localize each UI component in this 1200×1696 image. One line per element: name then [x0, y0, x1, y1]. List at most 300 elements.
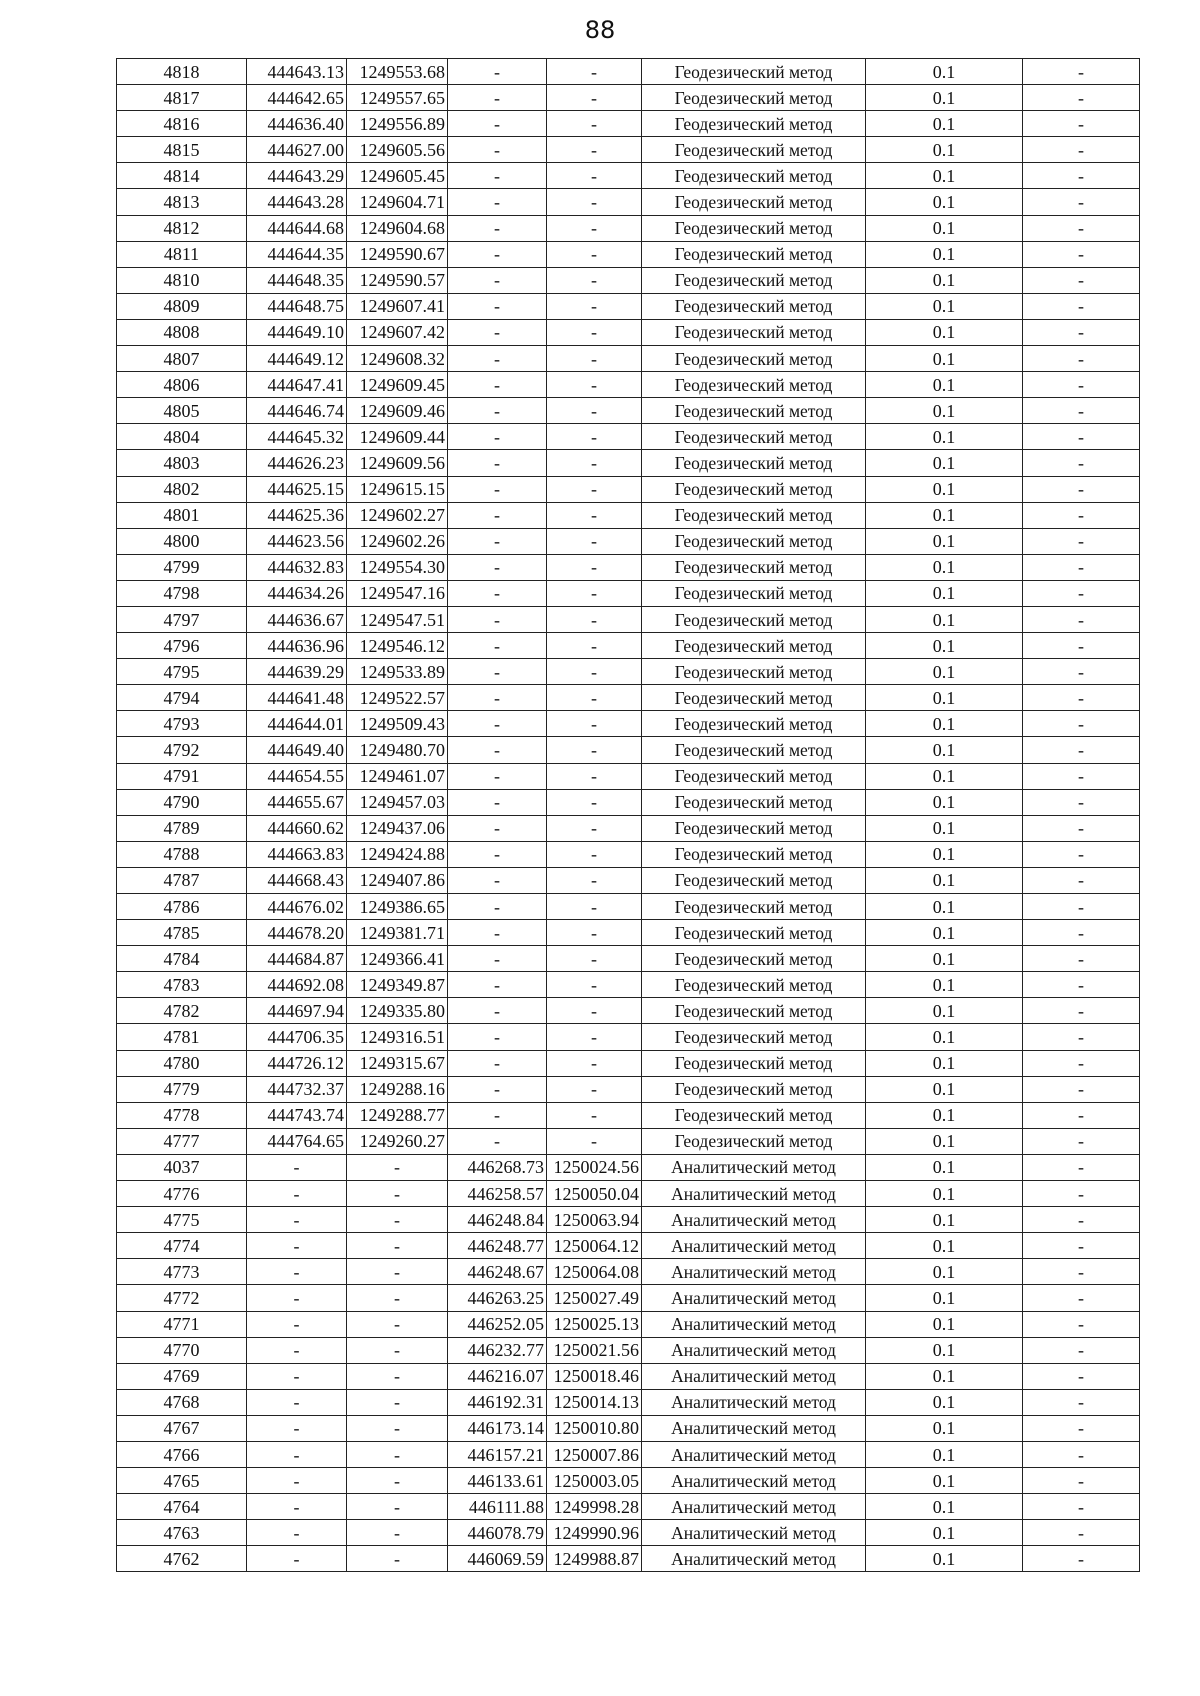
note-cell: - — [1023, 267, 1140, 293]
x-existing-cell: 444625.15 — [247, 476, 347, 502]
y-existing-cell: 1249553.68 — [347, 59, 448, 85]
method-cell: Геодезический метод — [642, 633, 866, 659]
point-number-cell: 4037 — [117, 1154, 247, 1180]
accuracy-cell: 0.1 — [866, 450, 1023, 476]
y-existing-cell: 1249604.68 — [347, 215, 448, 241]
table-row — [117, 867, 1140, 893]
method-cell: Геодезический метод — [642, 319, 866, 345]
method-cell: Аналитический метод — [642, 1494, 866, 1520]
note-cell: - — [1023, 1494, 1140, 1520]
y-existing-cell: 1249607.41 — [347, 293, 448, 319]
x-existing-cell: - — [247, 1415, 347, 1441]
accuracy-cell: 0.1 — [866, 111, 1023, 137]
accuracy-cell: 0.1 — [866, 1128, 1023, 1154]
x-new-cell: - — [448, 685, 547, 711]
y-new-cell: - — [547, 920, 642, 946]
point-number-cell: 4770 — [117, 1337, 247, 1363]
x-existing-cell: 444643.29 — [247, 163, 347, 189]
y-existing-cell: - — [347, 1259, 448, 1285]
table-row — [117, 1076, 1140, 1102]
table-row — [117, 998, 1140, 1024]
x-new-cell: 446248.84 — [448, 1207, 547, 1233]
x-new-cell: - — [448, 1076, 547, 1102]
y-existing-cell: 1249609.56 — [347, 450, 448, 476]
table-row — [117, 711, 1140, 737]
y-new-cell: - — [547, 998, 642, 1024]
y-new-cell: - — [547, 841, 642, 867]
y-new-cell: - — [547, 372, 642, 398]
x-existing-cell: 444706.35 — [247, 1024, 347, 1050]
table-row — [117, 1024, 1140, 1050]
y-existing-cell: 1249461.07 — [347, 763, 448, 789]
point-number-cell: 4805 — [117, 398, 247, 424]
x-new-cell: - — [448, 894, 547, 920]
x-existing-cell: - — [247, 1181, 347, 1207]
point-number-cell: 4796 — [117, 633, 247, 659]
y-existing-cell: 1249316.51 — [347, 1024, 448, 1050]
y-existing-cell: 1249608.32 — [347, 346, 448, 372]
accuracy-cell: 0.1 — [866, 920, 1023, 946]
x-existing-cell: 444678.20 — [247, 920, 347, 946]
x-existing-cell: 444646.74 — [247, 398, 347, 424]
accuracy-cell: 0.1 — [866, 267, 1023, 293]
y-new-cell: - — [547, 85, 642, 111]
point-number-cell: 4780 — [117, 1050, 247, 1076]
method-cell: Аналитический метод — [642, 1337, 866, 1363]
note-cell: - — [1023, 137, 1140, 163]
accuracy-cell: 0.1 — [866, 1050, 1023, 1076]
table-row — [117, 554, 1140, 580]
y-new-cell: - — [547, 137, 642, 163]
x-existing-cell: 444647.41 — [247, 372, 347, 398]
x-new-cell: 446173.14 — [448, 1415, 547, 1441]
point-number-cell: 4795 — [117, 659, 247, 685]
note-cell: - — [1023, 59, 1140, 85]
table-row — [117, 1154, 1140, 1180]
y-existing-cell: - — [347, 1546, 448, 1572]
x-new-cell: - — [448, 85, 547, 111]
method-cell: Геодезический метод — [642, 372, 866, 398]
x-existing-cell: 444684.87 — [247, 946, 347, 972]
y-existing-cell: 1249315.67 — [347, 1050, 448, 1076]
note-cell: - — [1023, 711, 1140, 737]
table-row — [117, 580, 1140, 606]
x-new-cell: - — [448, 711, 547, 737]
table-row — [117, 972, 1140, 998]
point-number-cell: 4793 — [117, 711, 247, 737]
accuracy-cell: 0.1 — [866, 293, 1023, 319]
accuracy-cell: 0.1 — [866, 502, 1023, 528]
y-existing-cell: 1249602.26 — [347, 528, 448, 554]
y-new-cell: - — [547, 476, 642, 502]
point-number-cell: 4797 — [117, 606, 247, 632]
accuracy-cell: 0.1 — [866, 1207, 1023, 1233]
y-new-cell: - — [547, 737, 642, 763]
x-existing-cell: 444654.55 — [247, 763, 347, 789]
x-new-cell: 446263.25 — [448, 1285, 547, 1311]
y-existing-cell: 1249546.12 — [347, 633, 448, 659]
method-cell: Геодезический метод — [642, 398, 866, 424]
table-row — [117, 372, 1140, 398]
x-new-cell: - — [448, 633, 547, 659]
y-new-cell: - — [547, 894, 642, 920]
accuracy-cell: 0.1 — [866, 1337, 1023, 1363]
x-existing-cell: 444743.74 — [247, 1102, 347, 1128]
table-row — [117, 1363, 1140, 1389]
accuracy-cell: 0.1 — [866, 972, 1023, 998]
x-new-cell: - — [448, 1102, 547, 1128]
y-new-cell: 1250024.56 — [547, 1154, 642, 1180]
x-new-cell: - — [448, 841, 547, 867]
table-row — [117, 1102, 1140, 1128]
y-existing-cell: 1249602.27 — [347, 502, 448, 528]
method-cell: Геодезический метод — [642, 1024, 866, 1050]
table-row — [117, 1441, 1140, 1467]
method-cell: Геодезический метод — [642, 606, 866, 632]
method-cell: Геодезический метод — [642, 554, 866, 580]
table-row — [117, 1050, 1140, 1076]
y-existing-cell: 1249335.80 — [347, 998, 448, 1024]
accuracy-cell: 0.1 — [866, 85, 1023, 111]
y-existing-cell: 1249480.70 — [347, 737, 448, 763]
accuracy-cell: 0.1 — [866, 1076, 1023, 1102]
point-number-cell: 4813 — [117, 189, 247, 215]
table-row — [117, 1285, 1140, 1311]
note-cell: - — [1023, 1207, 1140, 1233]
x-existing-cell: 444645.32 — [247, 424, 347, 450]
accuracy-cell: 0.1 — [866, 163, 1023, 189]
point-number-cell: 4788 — [117, 841, 247, 867]
table-row — [117, 685, 1140, 711]
method-cell: Геодезический метод — [642, 580, 866, 606]
method-cell: Аналитический метод — [642, 1154, 866, 1180]
y-new-cell: - — [547, 1076, 642, 1102]
table-row — [117, 1311, 1140, 1337]
note-cell: - — [1023, 1102, 1140, 1128]
point-number-cell: 4762 — [117, 1546, 247, 1572]
table-row — [117, 476, 1140, 502]
method-cell: Геодезический метод — [642, 659, 866, 685]
y-new-cell: - — [547, 502, 642, 528]
x-new-cell: - — [448, 59, 547, 85]
method-cell: Геодезический метод — [642, 528, 866, 554]
accuracy-cell: 0.1 — [866, 1415, 1023, 1441]
y-new-cell: - — [547, 1024, 642, 1050]
point-number-cell: 4792 — [117, 737, 247, 763]
table-row — [117, 1468, 1140, 1494]
y-new-cell: - — [547, 319, 642, 345]
table-row — [117, 763, 1140, 789]
point-number-cell: 4790 — [117, 789, 247, 815]
y-existing-cell: 1249554.30 — [347, 554, 448, 580]
y-new-cell: - — [547, 946, 642, 972]
point-number-cell: 4764 — [117, 1494, 247, 1520]
x-existing-cell: 444655.67 — [247, 789, 347, 815]
x-new-cell: - — [448, 737, 547, 763]
point-number-cell: 4804 — [117, 424, 247, 450]
point-number-cell: 4810 — [117, 267, 247, 293]
y-new-cell: - — [547, 815, 642, 841]
method-cell: Аналитический метод — [642, 1181, 866, 1207]
note-cell: - — [1023, 424, 1140, 450]
y-new-cell: - — [547, 711, 642, 737]
x-existing-cell: - — [247, 1285, 347, 1311]
point-number-cell: 4817 — [117, 85, 247, 111]
note-cell: - — [1023, 319, 1140, 345]
method-cell: Аналитический метод — [642, 1311, 866, 1337]
table-row — [117, 267, 1140, 293]
x-existing-cell: 444641.48 — [247, 685, 347, 711]
y-new-cell: - — [547, 867, 642, 893]
note-cell: - — [1023, 450, 1140, 476]
x-new-cell: 446157.21 — [448, 1441, 547, 1467]
method-cell: Геодезический метод — [642, 424, 866, 450]
y-existing-cell: 1249366.41 — [347, 946, 448, 972]
point-number-cell: 4815 — [117, 137, 247, 163]
x-new-cell: 446111.88 — [448, 1494, 547, 1520]
y-new-cell: 1249988.87 — [547, 1546, 642, 1572]
y-new-cell: - — [547, 685, 642, 711]
point-number-cell: 4776 — [117, 1181, 247, 1207]
x-existing-cell: 444660.62 — [247, 815, 347, 841]
y-new-cell: 1250064.12 — [547, 1233, 642, 1259]
method-cell: Геодезический метод — [642, 346, 866, 372]
x-new-cell: - — [448, 789, 547, 815]
x-existing-cell: 444692.08 — [247, 972, 347, 998]
y-new-cell: - — [547, 554, 642, 580]
y-existing-cell: - — [347, 1389, 448, 1415]
method-cell: Геодезический метод — [642, 502, 866, 528]
note-cell: - — [1023, 867, 1140, 893]
table-row — [117, 1128, 1140, 1154]
y-existing-cell: 1249260.27 — [347, 1128, 448, 1154]
accuracy-cell: 0.1 — [866, 1520, 1023, 1546]
x-existing-cell: 444676.02 — [247, 894, 347, 920]
x-existing-cell: 444623.56 — [247, 528, 347, 554]
note-cell: - — [1023, 554, 1140, 580]
x-existing-cell: 444636.96 — [247, 633, 347, 659]
point-number-cell: 4782 — [117, 998, 247, 1024]
method-cell: Аналитический метод — [642, 1415, 866, 1441]
note-cell: - — [1023, 737, 1140, 763]
point-number-cell: 4774 — [117, 1233, 247, 1259]
x-new-cell: 446133.61 — [448, 1468, 547, 1494]
x-new-cell: - — [448, 372, 547, 398]
note-cell: - — [1023, 763, 1140, 789]
method-cell: Аналитический метод — [642, 1441, 866, 1467]
accuracy-cell: 0.1 — [866, 1233, 1023, 1259]
accuracy-cell: 0.1 — [866, 528, 1023, 554]
table-row — [117, 789, 1140, 815]
note-cell: - — [1023, 1468, 1140, 1494]
method-cell: Геодезический метод — [642, 998, 866, 1024]
point-number-cell: 4775 — [117, 1207, 247, 1233]
note-cell: - — [1023, 476, 1140, 502]
y-existing-cell: 1249386.65 — [347, 894, 448, 920]
method-cell: Геодезический метод — [642, 1128, 866, 1154]
point-number-cell: 4791 — [117, 763, 247, 789]
table-row — [117, 346, 1140, 372]
x-new-cell: - — [448, 815, 547, 841]
x-new-cell: - — [448, 1050, 547, 1076]
point-number-cell: 4798 — [117, 580, 247, 606]
y-new-cell: - — [547, 580, 642, 606]
x-new-cell: - — [448, 580, 547, 606]
note-cell: - — [1023, 920, 1140, 946]
y-new-cell: 1250050.04 — [547, 1181, 642, 1207]
x-new-cell: - — [448, 450, 547, 476]
x-existing-cell: - — [247, 1259, 347, 1285]
note-cell: - — [1023, 972, 1140, 998]
method-cell: Геодезический метод — [642, 111, 866, 137]
accuracy-cell: 0.1 — [866, 241, 1023, 267]
y-existing-cell: 1249556.89 — [347, 111, 448, 137]
y-new-cell: - — [547, 241, 642, 267]
y-existing-cell: - — [347, 1154, 448, 1180]
table-row — [117, 1181, 1140, 1207]
y-existing-cell: - — [347, 1233, 448, 1259]
method-cell: Геодезический метод — [642, 1076, 866, 1102]
point-number-cell: 4812 — [117, 215, 247, 241]
x-new-cell: - — [448, 137, 547, 163]
y-new-cell: - — [547, 293, 642, 319]
x-new-cell: - — [448, 998, 547, 1024]
table-row — [117, 1546, 1140, 1572]
accuracy-cell: 0.1 — [866, 1546, 1023, 1572]
x-existing-cell: 444649.10 — [247, 319, 347, 345]
point-number-cell: 4773 — [117, 1259, 247, 1285]
x-new-cell: 446248.77 — [448, 1233, 547, 1259]
note-cell: - — [1023, 163, 1140, 189]
y-new-cell: 1250063.94 — [547, 1207, 642, 1233]
accuracy-cell: 0.1 — [866, 606, 1023, 632]
x-new-cell: 446248.67 — [448, 1259, 547, 1285]
accuracy-cell: 0.1 — [866, 685, 1023, 711]
accuracy-cell: 0.1 — [866, 841, 1023, 867]
note-cell: - — [1023, 1441, 1140, 1467]
method-cell: Аналитический метод — [642, 1285, 866, 1311]
y-existing-cell: 1249288.77 — [347, 1102, 448, 1128]
note-cell: - — [1023, 1076, 1140, 1102]
accuracy-cell: 0.1 — [866, 424, 1023, 450]
table-row — [117, 1233, 1140, 1259]
note-cell: - — [1023, 1233, 1140, 1259]
method-cell: Геодезический метод — [642, 267, 866, 293]
x-existing-cell: 444634.26 — [247, 580, 347, 606]
y-existing-cell: 1249547.51 — [347, 606, 448, 632]
point-number-cell: 4802 — [117, 476, 247, 502]
table-row — [117, 502, 1140, 528]
point-number-cell: 4818 — [117, 59, 247, 85]
table-row — [117, 319, 1140, 345]
accuracy-cell: 0.1 — [866, 1494, 1023, 1520]
x-existing-cell: 444636.40 — [247, 111, 347, 137]
y-existing-cell: 1249547.16 — [347, 580, 448, 606]
method-cell: Геодезический метод — [642, 815, 866, 841]
accuracy-cell: 0.1 — [866, 476, 1023, 502]
x-existing-cell: 444627.00 — [247, 137, 347, 163]
x-new-cell: - — [448, 476, 547, 502]
x-new-cell: 446069.59 — [448, 1546, 547, 1572]
y-existing-cell: 1249288.16 — [347, 1076, 448, 1102]
note-cell: - — [1023, 1311, 1140, 1337]
x-existing-cell: - — [247, 1233, 347, 1259]
x-new-cell: - — [448, 528, 547, 554]
accuracy-cell: 0.1 — [866, 946, 1023, 972]
x-new-cell: - — [448, 215, 547, 241]
table-row — [117, 606, 1140, 632]
x-new-cell: - — [448, 659, 547, 685]
y-new-cell: 1250007.86 — [547, 1441, 642, 1467]
y-existing-cell: - — [347, 1363, 448, 1389]
x-existing-cell: 444668.43 — [247, 867, 347, 893]
y-existing-cell: 1249381.71 — [347, 920, 448, 946]
accuracy-cell: 0.1 — [866, 633, 1023, 659]
point-number-cell: 4781 — [117, 1024, 247, 1050]
table-row — [117, 659, 1140, 685]
note-cell: - — [1023, 659, 1140, 685]
accuracy-cell: 0.1 — [866, 763, 1023, 789]
x-new-cell: - — [448, 398, 547, 424]
note-cell: - — [1023, 111, 1140, 137]
point-number-cell: 4783 — [117, 972, 247, 998]
y-existing-cell: 1249605.56 — [347, 137, 448, 163]
accuracy-cell: 0.1 — [866, 867, 1023, 893]
x-new-cell: - — [448, 241, 547, 267]
accuracy-cell: 0.1 — [866, 1154, 1023, 1180]
x-existing-cell: 444632.83 — [247, 554, 347, 580]
accuracy-cell: 0.1 — [866, 580, 1023, 606]
x-existing-cell: 444643.13 — [247, 59, 347, 85]
x-existing-cell: - — [247, 1494, 347, 1520]
y-existing-cell: - — [347, 1468, 448, 1494]
x-existing-cell: - — [247, 1546, 347, 1572]
point-number-cell: 4816 — [117, 111, 247, 137]
x-new-cell: - — [448, 946, 547, 972]
accuracy-cell: 0.1 — [866, 1311, 1023, 1337]
note-cell: - — [1023, 293, 1140, 319]
method-cell: Аналитический метод — [642, 1546, 866, 1572]
note-cell: - — [1023, 946, 1140, 972]
table-row — [117, 1389, 1140, 1415]
x-new-cell: 446216.07 — [448, 1363, 547, 1389]
note-cell: - — [1023, 894, 1140, 920]
accuracy-cell: 0.1 — [866, 59, 1023, 85]
x-new-cell: 446252.05 — [448, 1311, 547, 1337]
x-existing-cell: - — [247, 1337, 347, 1363]
note-cell: - — [1023, 789, 1140, 815]
method-cell: Геодезический метод — [642, 711, 866, 737]
note-cell: - — [1023, 241, 1140, 267]
y-new-cell: 1250027.49 — [547, 1285, 642, 1311]
table-row — [117, 1415, 1140, 1441]
y-existing-cell: 1249609.45 — [347, 372, 448, 398]
note-cell: - — [1023, 580, 1140, 606]
table-row — [117, 894, 1140, 920]
x-new-cell: - — [448, 424, 547, 450]
y-existing-cell: - — [347, 1520, 448, 1546]
table-row — [117, 59, 1140, 85]
y-existing-cell: - — [347, 1441, 448, 1467]
accuracy-cell: 0.1 — [866, 1441, 1023, 1467]
accuracy-cell: 0.1 — [866, 1181, 1023, 1207]
coordinates-table — [116, 58, 1140, 1572]
y-new-cell: 1249998.28 — [547, 1494, 642, 1520]
method-cell: Геодезический метод — [642, 920, 866, 946]
point-number-cell: 4778 — [117, 1102, 247, 1128]
y-new-cell: - — [547, 633, 642, 659]
accuracy-cell: 0.1 — [866, 1389, 1023, 1415]
